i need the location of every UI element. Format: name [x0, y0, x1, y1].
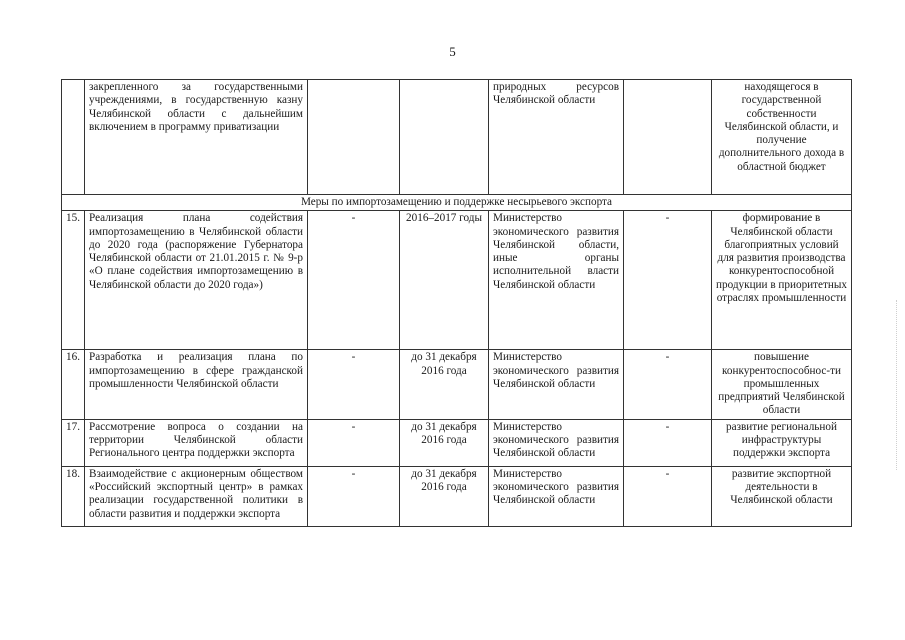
deadline-cell — [400, 80, 489, 195]
col3-cell: - — [308, 419, 400, 466]
measure-cell: Рассмотрение вопроса о создании на территории Челябинской области Регионального центра поддержки экспорта — [85, 419, 308, 466]
result-cell: повышение конкурентоспособнос-ти промышленных предприятий Челябинской области — [712, 350, 852, 419]
responsible-cell: природных ресурсов Челябинской области — [489, 80, 624, 195]
table-row — [62, 350, 852, 419]
table-row — [62, 419, 852, 466]
measure-cell: Реализация плана содействия импортозамещению в Челябинской области до 2020 года (распоряжение Губернатора Челябинской области от 21.01.2015 г. № 9-р «О плане содействия импортозамещению в Челябинской области до 2020 года») — [85, 211, 308, 350]
responsible-cell: Министерство экономического развития Челябинской области — [489, 466, 624, 526]
deadline-cell: до 31 декабря 2016 года — [400, 466, 489, 526]
table-row — [62, 80, 852, 195]
result-cell: находящегося в государственной собственности Челябинской области, и получение дополнительного дохода в областной бюджет — [712, 80, 852, 195]
col3-cell: - — [308, 350, 400, 419]
section-title: Меры по импортозамещению и поддержке несырьевого экспорта — [62, 195, 852, 211]
deadline-cell: 2016–2017 годы — [400, 211, 489, 350]
responsible-cell: Министерство экономического развития Челябинской области — [489, 350, 624, 419]
responsible-cell: Министерство экономического развития Челябинской области — [489, 419, 624, 466]
measure-cell: Разработка и реализация плана по импортозамещению в сфере гражданской промышленности Челябинской области — [85, 350, 308, 419]
deadline-cell: до 31 декабря 2016 года — [400, 419, 489, 466]
row-number: 16. — [62, 350, 85, 419]
scan-margin-marks — [896, 300, 899, 470]
measure-cell: Взаимодействие с акционерным обществом «Российский экспортный центр» в рамках реализации государственной политики в области развития и поддержки экспорта — [85, 466, 308, 526]
result-cell: развитие региональной инфраструктуры поддержки экспорта — [712, 419, 852, 466]
measure-cell: закрепленного за государственными учреждениями, в государственную казну Челябинской области с дальнейшим включением в программу приватизации — [85, 80, 308, 195]
row-number: 18. — [62, 466, 85, 526]
col6-cell: - — [624, 350, 712, 419]
row-number: 15. — [62, 211, 85, 350]
col3-cell — [308, 80, 400, 195]
col3-cell: - — [308, 466, 400, 526]
row-number — [62, 80, 85, 195]
responsible-cell: Министерство экономического развития Челябинской области, иные органы исполнительной власти Челябинской области — [489, 211, 624, 350]
row-number: 17. — [62, 419, 85, 466]
col3-cell: - — [308, 211, 400, 350]
col6-cell — [624, 80, 712, 195]
measures-table — [61, 79, 852, 527]
result-cell: формирование в Челябинской области благоприятных условий для развития производства конкурентоспособной продукции в приоритетных отраслях промышленности — [712, 211, 852, 350]
table-row — [62, 211, 852, 350]
col6-cell: - — [624, 466, 712, 526]
table-row — [62, 466, 852, 526]
result-cell: развитие экспортной деятельности в Челябинской области — [712, 466, 852, 526]
section-row — [62, 195, 852, 211]
col6-cell: - — [624, 211, 712, 350]
col6-cell: - — [624, 419, 712, 466]
deadline-cell: до 31 декабря 2016 года — [400, 350, 489, 419]
page-number: 5 — [449, 44, 456, 59]
